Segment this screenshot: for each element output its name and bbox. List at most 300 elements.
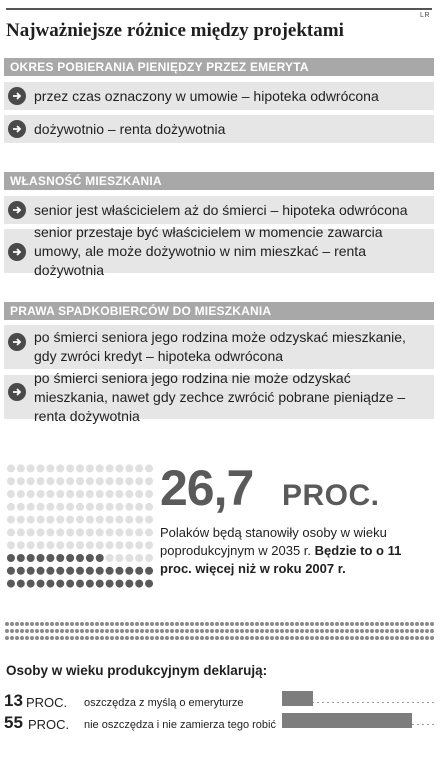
dot-empty bbox=[66, 464, 74, 472]
band-dot bbox=[430, 629, 434, 633]
band-dot bbox=[415, 636, 419, 640]
dot-empty bbox=[76, 528, 84, 536]
dot-empty bbox=[7, 464, 15, 472]
dot-empty bbox=[96, 503, 104, 511]
band-dot bbox=[245, 629, 249, 633]
band-dot bbox=[200, 629, 204, 633]
band-dot bbox=[240, 629, 244, 633]
band-dot bbox=[315, 622, 319, 626]
dot-filled bbox=[46, 554, 54, 562]
band-dot bbox=[400, 629, 404, 633]
band-dot bbox=[310, 622, 314, 626]
band-dot bbox=[25, 622, 29, 626]
band-dot bbox=[35, 629, 39, 633]
poll-unit: PROC. bbox=[26, 695, 68, 710]
dot-empty bbox=[125, 528, 133, 536]
band-dot bbox=[45, 622, 49, 626]
band-dot bbox=[145, 636, 149, 640]
poll-number: 13 bbox=[4, 691, 23, 710]
band-dot bbox=[70, 629, 74, 633]
poll-number: 55 bbox=[4, 713, 23, 732]
band-dot bbox=[15, 622, 19, 626]
dot-empty bbox=[145, 528, 153, 536]
dot-empty bbox=[56, 490, 64, 498]
band-dot bbox=[45, 636, 49, 640]
band-dot bbox=[65, 629, 69, 633]
band-dot bbox=[260, 636, 264, 640]
dot-empty bbox=[145, 503, 153, 511]
band-dot bbox=[30, 636, 34, 640]
dot-empty bbox=[76, 464, 84, 472]
band-dot bbox=[130, 629, 134, 633]
band-dot bbox=[400, 622, 404, 626]
band-dot bbox=[75, 629, 79, 633]
band-dot bbox=[275, 636, 279, 640]
list-item-text: senior jest właścicielem aż do śmierci – hipoteka odwrócona bbox=[34, 201, 408, 218]
dot-empty bbox=[76, 541, 84, 549]
band-dot bbox=[210, 636, 214, 640]
dot-empty bbox=[115, 528, 123, 536]
dot-empty bbox=[145, 477, 153, 485]
band-dot bbox=[335, 622, 339, 626]
band-dot bbox=[90, 622, 94, 626]
band-dot bbox=[140, 622, 144, 626]
band-dot bbox=[255, 636, 259, 640]
band-dot bbox=[55, 636, 59, 640]
arrow-right-circle-icon bbox=[8, 87, 26, 105]
band-dot bbox=[310, 629, 314, 633]
band-dot bbox=[70, 622, 74, 626]
dot-empty bbox=[106, 541, 114, 549]
dot-filled bbox=[76, 554, 84, 562]
band-dot bbox=[395, 636, 399, 640]
dot-filled bbox=[115, 567, 123, 575]
dot-filled bbox=[17, 567, 25, 575]
band-dot bbox=[225, 629, 229, 633]
dot-filled bbox=[135, 567, 143, 575]
dot-empty bbox=[86, 477, 94, 485]
band-dot bbox=[30, 629, 34, 633]
band-dot bbox=[60, 629, 64, 633]
poll-label: nie oszczędza i nie zamierza tego robić bbox=[84, 719, 276, 731]
band-dot bbox=[345, 629, 349, 633]
stat-number: 26,7 bbox=[160, 460, 254, 516]
dot-filled bbox=[27, 554, 35, 562]
band-dot bbox=[255, 622, 259, 626]
band-dot bbox=[200, 636, 204, 640]
band-dot bbox=[390, 636, 394, 640]
arrow-right-circle-icon bbox=[8, 120, 26, 138]
band-dot bbox=[165, 622, 169, 626]
band-dot bbox=[75, 636, 79, 640]
dot-filled bbox=[115, 580, 123, 588]
band-dot bbox=[430, 622, 434, 626]
band-dot bbox=[95, 629, 99, 633]
list-item bbox=[4, 82, 434, 110]
dot-empty bbox=[135, 503, 143, 511]
list-item bbox=[4, 196, 434, 224]
band-dot bbox=[35, 636, 39, 640]
band-dot bbox=[360, 629, 364, 633]
band-dot bbox=[420, 636, 424, 640]
dot-empty bbox=[46, 503, 54, 511]
band-dot bbox=[10, 629, 14, 633]
band-dot bbox=[180, 629, 184, 633]
dot-empty bbox=[125, 516, 133, 524]
band-dot bbox=[100, 629, 104, 633]
band-dot bbox=[215, 622, 219, 626]
band-dot bbox=[365, 622, 369, 626]
band-dot bbox=[295, 622, 299, 626]
band-dot bbox=[320, 629, 324, 633]
band-dot bbox=[105, 622, 109, 626]
dot-empty bbox=[145, 554, 153, 562]
list-item bbox=[4, 223, 434, 278]
band-dot bbox=[285, 622, 289, 626]
dot-empty bbox=[86, 464, 94, 472]
dot-empty bbox=[86, 503, 94, 511]
section-header-ownership: WŁASNOŚĆ MIESZKANIA bbox=[4, 172, 434, 190]
band-dot bbox=[20, 629, 24, 633]
band-dot bbox=[120, 622, 124, 626]
band-dot bbox=[120, 636, 124, 640]
dot-filled bbox=[7, 567, 15, 575]
band-dot bbox=[250, 622, 254, 626]
band-dot bbox=[295, 636, 299, 640]
dot-empty bbox=[135, 541, 143, 549]
band-dot bbox=[125, 629, 129, 633]
band-dot bbox=[425, 636, 429, 640]
dot-empty bbox=[56, 464, 64, 472]
dot-empty bbox=[86, 528, 94, 536]
band-dot bbox=[290, 636, 294, 640]
band-dot bbox=[175, 636, 179, 640]
band-dot bbox=[325, 622, 329, 626]
arrow-right-circle-icon bbox=[8, 333, 26, 351]
dot-empty bbox=[56, 516, 64, 524]
dot-empty bbox=[125, 554, 133, 562]
band-dot bbox=[185, 622, 189, 626]
dot-filled bbox=[37, 580, 45, 588]
band-dot bbox=[290, 622, 294, 626]
band-dot bbox=[330, 629, 334, 633]
dot-filled bbox=[96, 567, 104, 575]
band-dot bbox=[395, 622, 399, 626]
dot-filled bbox=[76, 580, 84, 588]
band-dot bbox=[25, 636, 29, 640]
poll-label: oszczędza z myślą o emeryturze bbox=[84, 697, 244, 709]
band-dot bbox=[390, 629, 394, 633]
band-dot bbox=[115, 636, 119, 640]
band-dot bbox=[175, 629, 179, 633]
band-dot bbox=[275, 629, 279, 633]
band-dot bbox=[370, 636, 374, 640]
band-dot bbox=[190, 622, 194, 626]
dot-empty bbox=[56, 528, 64, 536]
dot-empty bbox=[17, 528, 25, 536]
dot-empty bbox=[76, 490, 84, 498]
dot-empty bbox=[27, 490, 35, 498]
dot-empty bbox=[17, 464, 25, 472]
band-dot bbox=[300, 636, 304, 640]
dot-empty bbox=[135, 554, 143, 562]
dot-empty bbox=[46, 490, 54, 498]
band-dot bbox=[140, 629, 144, 633]
band-dot bbox=[420, 629, 424, 633]
dot-empty bbox=[125, 477, 133, 485]
band-dot bbox=[330, 622, 334, 626]
dot-empty bbox=[76, 503, 84, 511]
dot-empty bbox=[115, 541, 123, 549]
band-dot bbox=[110, 636, 114, 640]
band-dot bbox=[150, 636, 154, 640]
band-dot bbox=[190, 636, 194, 640]
band-dot bbox=[150, 629, 154, 633]
band-dot bbox=[50, 622, 54, 626]
dot-filled bbox=[7, 580, 15, 588]
band-dot bbox=[410, 636, 414, 640]
dot-filled bbox=[76, 567, 84, 575]
band-dot bbox=[95, 622, 99, 626]
band-dot bbox=[230, 629, 234, 633]
band-dot bbox=[185, 636, 189, 640]
band-dot bbox=[175, 622, 179, 626]
dot-empty bbox=[66, 516, 74, 524]
band-dot bbox=[280, 629, 284, 633]
band-dot bbox=[90, 629, 94, 633]
dot-empty bbox=[66, 503, 74, 511]
dot-empty bbox=[106, 554, 114, 562]
band-dot bbox=[5, 622, 9, 626]
dot-filled bbox=[66, 567, 74, 575]
band-dot bbox=[225, 622, 229, 626]
band-dot bbox=[85, 629, 89, 633]
stat-desc-bold: Będzie to o 11 proc. więcej niż w roku 2007 r. bbox=[160, 543, 402, 576]
dot-filled bbox=[7, 554, 15, 562]
dot-empty bbox=[135, 464, 143, 472]
dot-empty bbox=[17, 490, 25, 498]
band-dot bbox=[35, 622, 39, 626]
band-dot bbox=[390, 622, 394, 626]
dot-empty bbox=[46, 528, 54, 536]
list-item-text: dożywotnio – renta dożywotnia bbox=[34, 120, 226, 137]
band-dot bbox=[385, 636, 389, 640]
list-item-text: senior przestaje być właścicielem w momencie zawarcia umowy, ale może dożywotnio w nim mieszkać – renta dożywotnia bbox=[34, 223, 383, 278]
dot-empty bbox=[96, 541, 104, 549]
dot-filled bbox=[17, 580, 25, 588]
band-dot bbox=[300, 629, 304, 633]
dot-filled bbox=[106, 580, 114, 588]
dot-filled bbox=[86, 567, 94, 575]
band-dot bbox=[40, 622, 44, 626]
band-dot bbox=[315, 636, 319, 640]
dot-empty bbox=[96, 516, 104, 524]
band-dot bbox=[40, 636, 44, 640]
dot-empty bbox=[125, 490, 133, 498]
band-dot bbox=[405, 629, 409, 633]
band-dot bbox=[350, 629, 354, 633]
dot-empty bbox=[7, 528, 15, 536]
band-dot bbox=[365, 629, 369, 633]
dot-empty bbox=[66, 528, 74, 536]
band-dot bbox=[245, 622, 249, 626]
dot-empty bbox=[115, 503, 123, 511]
dot-filled bbox=[125, 567, 133, 575]
dot-filled bbox=[46, 567, 54, 575]
band-dot bbox=[100, 622, 104, 626]
dot-empty bbox=[7, 490, 15, 498]
dot-filled bbox=[86, 554, 94, 562]
band-dot bbox=[410, 629, 414, 633]
band-dot bbox=[325, 636, 329, 640]
dot-filled bbox=[46, 580, 54, 588]
dot-empty bbox=[96, 477, 104, 485]
band-dot bbox=[130, 622, 134, 626]
dot-empty bbox=[17, 477, 25, 485]
band-dot bbox=[330, 636, 334, 640]
section-header-payout-period: OKRES POBIERANIA PIENIĘDZY PRZEZ EMERYTA bbox=[4, 58, 434, 76]
dot-empty bbox=[46, 464, 54, 472]
band-dot bbox=[325, 629, 329, 633]
dot-filled bbox=[56, 554, 64, 562]
band-dot bbox=[105, 629, 109, 633]
dot-empty bbox=[145, 464, 153, 472]
band-dot bbox=[135, 636, 139, 640]
band-dot bbox=[65, 636, 69, 640]
band-dot bbox=[160, 636, 164, 640]
band-dot bbox=[145, 629, 149, 633]
dot-empty bbox=[106, 490, 114, 498]
band-dot bbox=[220, 622, 224, 626]
band-dot bbox=[5, 636, 9, 640]
band-dot bbox=[170, 629, 174, 633]
band-dot bbox=[400, 636, 404, 640]
band-dot bbox=[110, 622, 114, 626]
dot-empty bbox=[115, 464, 123, 472]
band-dot bbox=[410, 622, 414, 626]
band-dot bbox=[285, 636, 289, 640]
dot-empty bbox=[125, 464, 133, 472]
dot-empty bbox=[86, 541, 94, 549]
band-dot bbox=[185, 629, 189, 633]
list-item-text: przez czas oznaczony w umowie – hipoteka odwrócona bbox=[34, 87, 379, 104]
band-dot bbox=[15, 629, 19, 633]
band-dot bbox=[270, 622, 274, 626]
dot-empty bbox=[115, 516, 123, 524]
poll-row bbox=[0, 712, 440, 734]
poll-row bbox=[0, 690, 440, 712]
dot-filled bbox=[27, 580, 35, 588]
band-dot bbox=[375, 636, 379, 640]
band-dot bbox=[205, 636, 209, 640]
dot-empty bbox=[115, 490, 123, 498]
band-dot bbox=[350, 636, 354, 640]
band-dot bbox=[30, 622, 34, 626]
dot-empty bbox=[106, 477, 114, 485]
dot-filled bbox=[145, 567, 153, 575]
dot-empty bbox=[106, 516, 114, 524]
band-dot bbox=[215, 636, 219, 640]
band-dot bbox=[220, 629, 224, 633]
dot-empty bbox=[135, 490, 143, 498]
list-item bbox=[4, 369, 434, 424]
band-dot bbox=[290, 629, 294, 633]
band-dot bbox=[100, 636, 104, 640]
band-dot bbox=[235, 622, 239, 626]
band-dot bbox=[335, 636, 339, 640]
dot-empty bbox=[96, 464, 104, 472]
dot-empty bbox=[46, 541, 54, 549]
band-dot bbox=[150, 622, 154, 626]
band-dot bbox=[140, 636, 144, 640]
band-dot bbox=[415, 629, 419, 633]
section-header-heirs-rights: PRAWA SPADKOBIERCÓW DO MIESZKANIA bbox=[4, 302, 434, 320]
band-dot bbox=[260, 622, 264, 626]
dot-filled bbox=[145, 580, 153, 588]
dot-empty bbox=[37, 490, 45, 498]
stat-desc-text: Polaków będą stanowiły osoby w wieku poprodukcyjnym w 2035 r. bbox=[160, 525, 387, 558]
dot-grid-chart bbox=[6, 462, 154, 590]
dot-empty bbox=[96, 528, 104, 536]
band-dot bbox=[145, 622, 149, 626]
dot-empty bbox=[37, 528, 45, 536]
band-dot bbox=[60, 636, 64, 640]
dot-empty bbox=[145, 541, 153, 549]
dot-empty bbox=[37, 477, 45, 485]
dot-empty bbox=[17, 503, 25, 511]
band-dot bbox=[375, 622, 379, 626]
band-dot bbox=[80, 636, 84, 640]
band-dot bbox=[230, 622, 234, 626]
band-dot bbox=[275, 622, 279, 626]
band-dot bbox=[335, 629, 339, 633]
dot-empty bbox=[7, 541, 15, 549]
dot-empty bbox=[56, 541, 64, 549]
band-dot bbox=[305, 636, 309, 640]
band-dot bbox=[115, 629, 119, 633]
dot-empty bbox=[125, 503, 133, 511]
band-dot bbox=[310, 636, 314, 640]
dot-empty bbox=[135, 516, 143, 524]
dot-empty bbox=[56, 477, 64, 485]
arrow-right-circle-icon bbox=[8, 383, 26, 401]
band-dot bbox=[280, 622, 284, 626]
band-dot bbox=[85, 622, 89, 626]
band-dot bbox=[155, 622, 159, 626]
dot-empty bbox=[106, 503, 114, 511]
band-dot bbox=[10, 622, 14, 626]
poll-bar bbox=[282, 713, 412, 728]
dot-empty bbox=[46, 477, 54, 485]
dot-empty bbox=[106, 464, 114, 472]
dot-filled bbox=[96, 580, 104, 588]
corner-mark: LR bbox=[420, 12, 430, 19]
band-dot bbox=[380, 629, 384, 633]
poll-bar bbox=[282, 691, 313, 706]
band-dot bbox=[370, 629, 374, 633]
band-dot bbox=[350, 622, 354, 626]
band-dot bbox=[250, 636, 254, 640]
band-dot bbox=[235, 629, 239, 633]
band-dot bbox=[125, 636, 129, 640]
dot-empty bbox=[96, 490, 104, 498]
dot-empty bbox=[66, 477, 74, 485]
dot-empty bbox=[27, 503, 35, 511]
band-dot bbox=[155, 636, 159, 640]
band-dot bbox=[415, 622, 419, 626]
dot-empty bbox=[145, 490, 153, 498]
dot-empty bbox=[66, 541, 74, 549]
